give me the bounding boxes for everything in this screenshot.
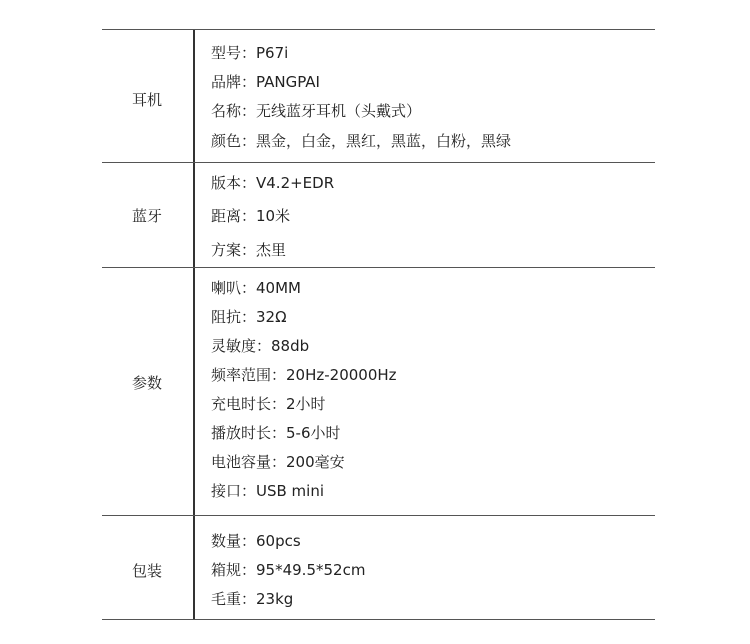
section-earphone bbox=[102, 29, 655, 163]
spec-row-impedance: 阻抗：32Ω bbox=[211, 308, 287, 326]
spec-row-interface: 接口：USB mini bbox=[211, 482, 325, 500]
spec-row-color: 颜色：黑金，白金，黑红，黑蓝，白粉，黑绿 bbox=[211, 132, 512, 150]
section-bluetooth bbox=[102, 162, 655, 268]
spec-row-name: 名称：无线蓝牙耳机（头戴式） bbox=[211, 102, 422, 120]
section-packaging bbox=[102, 515, 655, 620]
section-body-bluetooth bbox=[193, 163, 655, 268]
spec-row-solution: 方案：杰里 bbox=[211, 241, 287, 259]
spec-row-carton-size: 箱规：95*49.5*52cm bbox=[211, 561, 366, 579]
spec-row-distance: 距离：10米 bbox=[211, 207, 291, 225]
spec-row-quantity: 数量：60pcs bbox=[211, 532, 301, 550]
spec-row-version: 版本：V4.2+EDR bbox=[211, 174, 335, 192]
section-title-earphone: 耳机 bbox=[131, 91, 162, 109]
section-title-parameters: 参数 bbox=[131, 374, 162, 392]
spec-row-play-time: 播放时长：5-6小时 bbox=[211, 424, 341, 442]
spec-row-gross-weight: 毛重：23kg bbox=[211, 590, 294, 608]
spec-row-frequency: 频率范围：20Hz-20000Hz bbox=[211, 366, 397, 384]
section-parameters bbox=[102, 267, 655, 516]
spec-table bbox=[102, 29, 655, 619]
section-title-bluetooth: 蓝牙 bbox=[131, 207, 162, 225]
section-body-packaging bbox=[193, 516, 655, 619]
spec-row-brand: 品牌：PANGPAI bbox=[211, 73, 320, 91]
section-title-packaging: 包装 bbox=[131, 562, 162, 580]
spec-row-model: 型号：P67i bbox=[211, 44, 289, 62]
spec-row-charge-time: 充电时长：2小时 bbox=[211, 395, 326, 413]
section-body-parameters bbox=[193, 268, 655, 516]
spec-row-speaker: 喇叭：40MM bbox=[211, 279, 301, 297]
spec-row-battery: 电池容量：200毫安 bbox=[211, 453, 345, 471]
spec-row-sensitivity: 灵敏度：88db bbox=[211, 337, 310, 355]
section-body-earphone bbox=[193, 30, 655, 163]
